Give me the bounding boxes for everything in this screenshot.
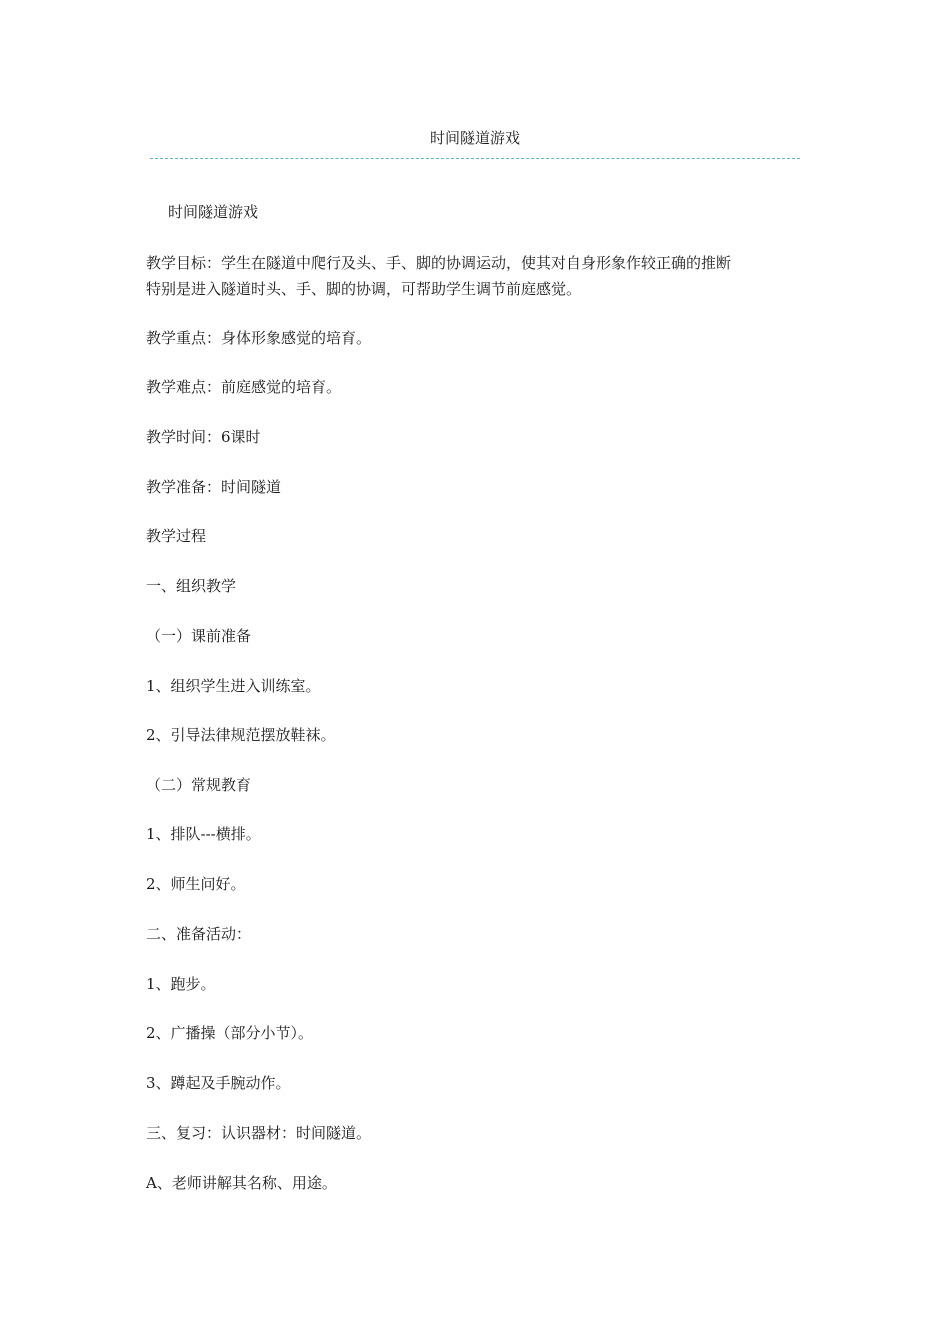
paragraph-preparation: 教学准备：时间隧道 bbox=[146, 478, 282, 496]
page-header-title: 时间隧道游戏 bbox=[429, 129, 520, 147]
list-item: 3、蹲起及手腕动作。 bbox=[146, 1074, 291, 1092]
section-heading-3: 三、复习：认识器材：时间隧道。 bbox=[146, 1124, 372, 1142]
paragraph-difficulty: 教学难点：前庭感觉的培育。 bbox=[146, 378, 342, 396]
paragraph-teaching-goal-cont: 特别是进入隧道时头、手、脚的协调，可帮助学生调节前庭感觉。 bbox=[146, 280, 582, 298]
list-item: 1、组织学生进入训练室。 bbox=[146, 677, 321, 695]
list-item: 1、跑步。 bbox=[146, 975, 216, 993]
header-dashed-divider bbox=[150, 158, 800, 159]
subsection-2: （二）常规教育 bbox=[146, 776, 252, 794]
list-item: 1、排队---横排。 bbox=[146, 825, 261, 843]
list-item: 2、师生问好。 bbox=[146, 875, 246, 893]
subsection-1: （一）课前准备 bbox=[146, 627, 252, 645]
paragraph-key-point: 教学重点：身体形象感觉的培育。 bbox=[146, 329, 372, 347]
paragraph-teaching-goal: 教学目标：学生在隧道中爬行及头、手、脚的协调运动，使其对自身形象作较正确的推断 bbox=[146, 254, 732, 272]
document-title: 时间隧道游戏 bbox=[168, 203, 259, 221]
list-item: A、老师讲解其名称、用途。 bbox=[146, 1174, 337, 1192]
paragraph-time: 教学时间：6课时 bbox=[146, 428, 261, 446]
list-item: 2、广播操（部分小节）。 bbox=[146, 1024, 314, 1042]
section-heading-2: 二、准备活动： bbox=[146, 925, 252, 943]
section-heading-1: 一、组织教学 bbox=[146, 577, 237, 595]
section-process: 教学过程 bbox=[146, 527, 207, 545]
list-item: 2、引导法律规范摆放鞋袜。 bbox=[146, 726, 336, 744]
